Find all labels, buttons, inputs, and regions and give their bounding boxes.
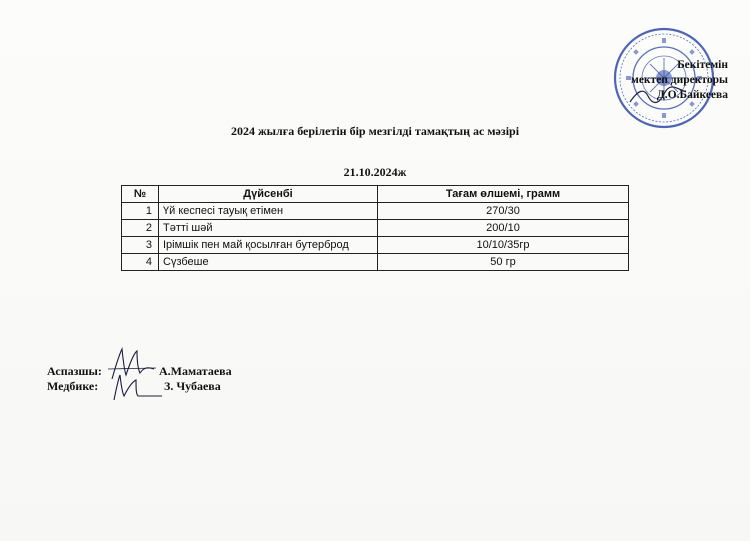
signer-cook-name: А.Маматаева xyxy=(159,364,232,378)
row-number: 3 xyxy=(122,237,159,254)
row-dish: Үй кеспесі тауық етімен xyxy=(159,203,378,220)
header-number: № xyxy=(122,186,159,203)
header-day: Дүйсенбі xyxy=(159,186,378,203)
row-dish: Ірімшік пен май қосылған бутерброд xyxy=(159,237,378,254)
row-number: 4 xyxy=(122,254,159,271)
approval-heading: Бекітемін xyxy=(677,59,728,71)
row-dish: Сүзбеше xyxy=(159,254,378,271)
director-signature-icon xyxy=(628,84,688,108)
row-number: 2 xyxy=(122,220,159,237)
signers-block xyxy=(47,364,307,394)
table-row xyxy=(122,203,629,220)
document-title: 2024 жылға берілетін бір мезгілді тамақтың ас мәзірі xyxy=(230,124,520,138)
menu-table xyxy=(121,185,629,271)
header-weight: Тағам өлшемі, грамм xyxy=(378,186,629,203)
signer-cook-role: Аспазшы: xyxy=(47,364,102,378)
row-number: 1 xyxy=(122,203,159,220)
row-weight: 10/10/35гр xyxy=(378,237,629,254)
approval-director-name: Д.О.Байкеева xyxy=(656,89,728,101)
row-dish: Тәтті шәй xyxy=(159,220,378,237)
table-header-row xyxy=(122,186,629,203)
signer-nurse-name: З. Чубаева xyxy=(164,379,221,393)
document-date: 21.10.2024ж xyxy=(343,165,407,179)
signer-cook xyxy=(47,364,307,379)
signer-nurse xyxy=(47,379,307,394)
table-row xyxy=(122,254,629,271)
table-row xyxy=(122,237,629,254)
signer-nurse-role: Медбике: xyxy=(47,379,99,393)
row-weight: 270/30 xyxy=(378,203,629,220)
row-weight: 50 гр xyxy=(378,254,629,271)
approval-position: мектеп директоры xyxy=(630,74,728,86)
table-row xyxy=(122,220,629,237)
row-weight: 200/10 xyxy=(378,220,629,237)
